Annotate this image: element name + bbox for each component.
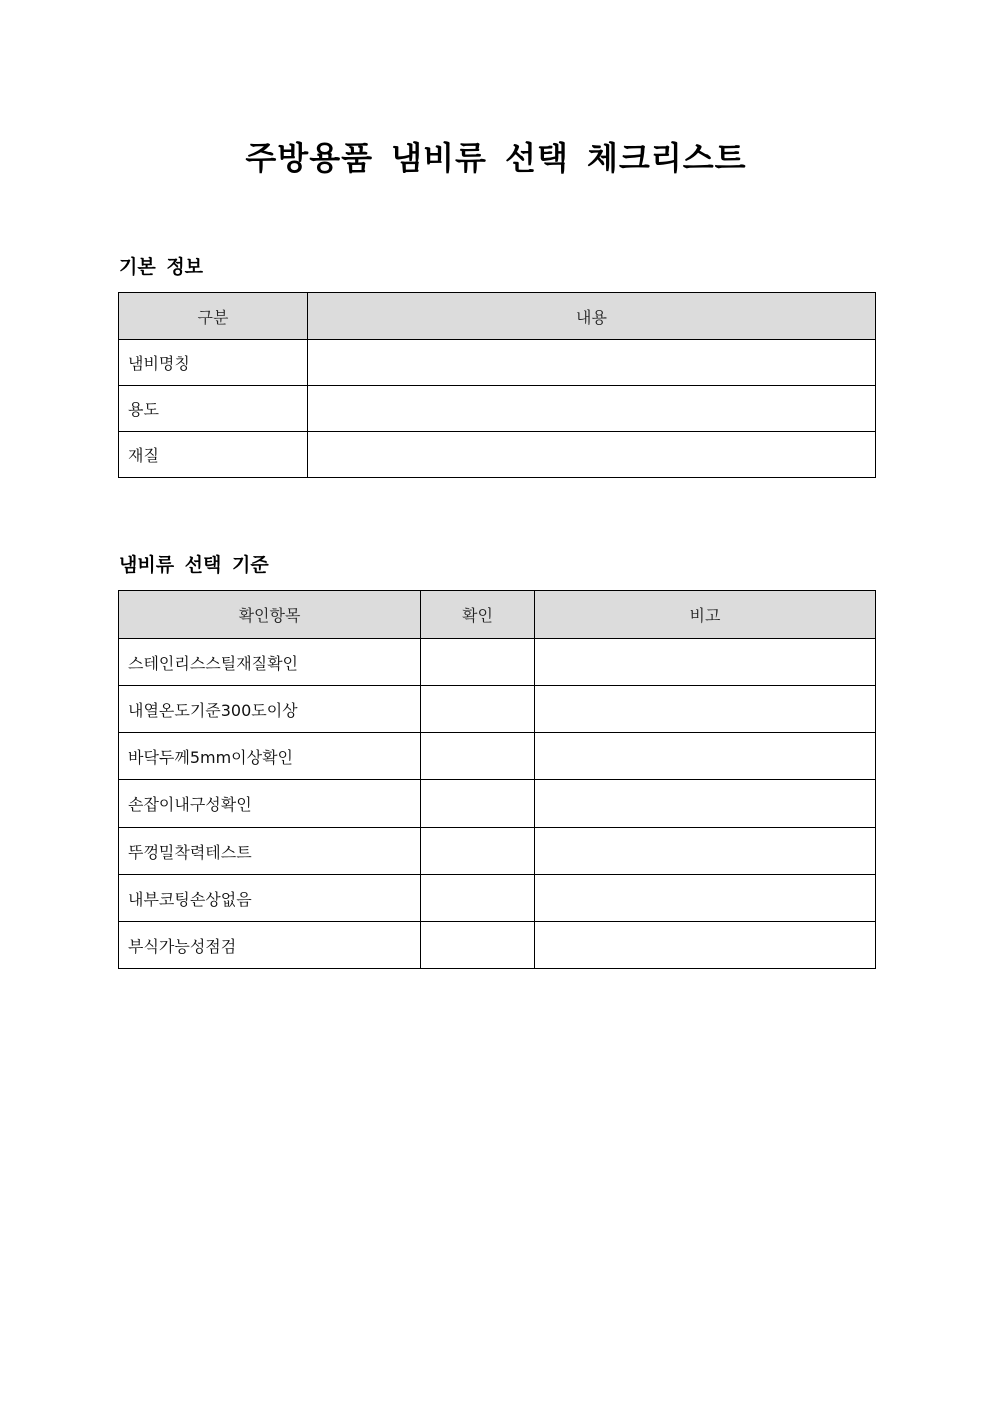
check-cell[interactable] [421, 733, 535, 780]
criteria-item: 손잡이내구성확인 [119, 780, 421, 828]
table-row [119, 922, 876, 969]
column-header-note: 비고 [535, 591, 876, 639]
table-row [119, 875, 876, 922]
column-header-content: 내용 [308, 293, 876, 340]
note-cell[interactable] [535, 875, 876, 922]
check-cell[interactable] [421, 780, 535, 828]
row-label-pot-name: 냄비명칭 [119, 340, 308, 386]
column-header-item: 확인항목 [119, 591, 421, 639]
table-header-row [119, 591, 876, 639]
table-header-row [119, 293, 876, 340]
purpose-field[interactable] [308, 386, 876, 432]
section-title-criteria: 냄비류 선택 기준 [119, 554, 269, 576]
criteria-item: 뚜껑밀착력테스트 [119, 828, 421, 875]
note-cell[interactable] [535, 733, 876, 780]
criteria-item: 바닥두께5mm이상확인 [119, 733, 421, 780]
row-label-purpose: 용도 [119, 386, 308, 432]
row-label-material: 재질 [119, 432, 308, 478]
basic-info-table [118, 292, 876, 478]
table-row [119, 386, 876, 432]
table-row [119, 686, 876, 733]
check-cell[interactable] [421, 828, 535, 875]
page-title: 주방용품 냄비류 선택 체크리스트 [245, 139, 747, 177]
criteria-item: 내부코팅손상없음 [119, 875, 421, 922]
table-row [119, 780, 876, 828]
check-cell[interactable] [421, 639, 535, 686]
criteria-item: 스테인리스스틸재질확인 [119, 639, 421, 686]
criteria-item: 부식가능성점검 [119, 922, 421, 969]
table-row [119, 733, 876, 780]
table-row [119, 828, 876, 875]
note-cell[interactable] [535, 828, 876, 875]
note-cell[interactable] [535, 922, 876, 969]
column-header-category: 구분 [119, 293, 308, 340]
table-row [119, 639, 876, 686]
pot-name-field[interactable] [308, 340, 876, 386]
criteria-table [118, 590, 876, 969]
note-cell[interactable] [535, 639, 876, 686]
column-header-check: 확인 [421, 591, 535, 639]
check-cell[interactable] [421, 686, 535, 733]
note-cell[interactable] [535, 780, 876, 828]
section-title-basic-info: 기본 정보 [119, 256, 204, 278]
material-field[interactable] [308, 432, 876, 478]
check-cell[interactable] [421, 922, 535, 969]
note-cell[interactable] [535, 686, 876, 733]
table-row [119, 340, 876, 386]
criteria-item: 내열온도기준300도이상 [119, 686, 421, 733]
table-row [119, 432, 876, 478]
check-cell[interactable] [421, 875, 535, 922]
